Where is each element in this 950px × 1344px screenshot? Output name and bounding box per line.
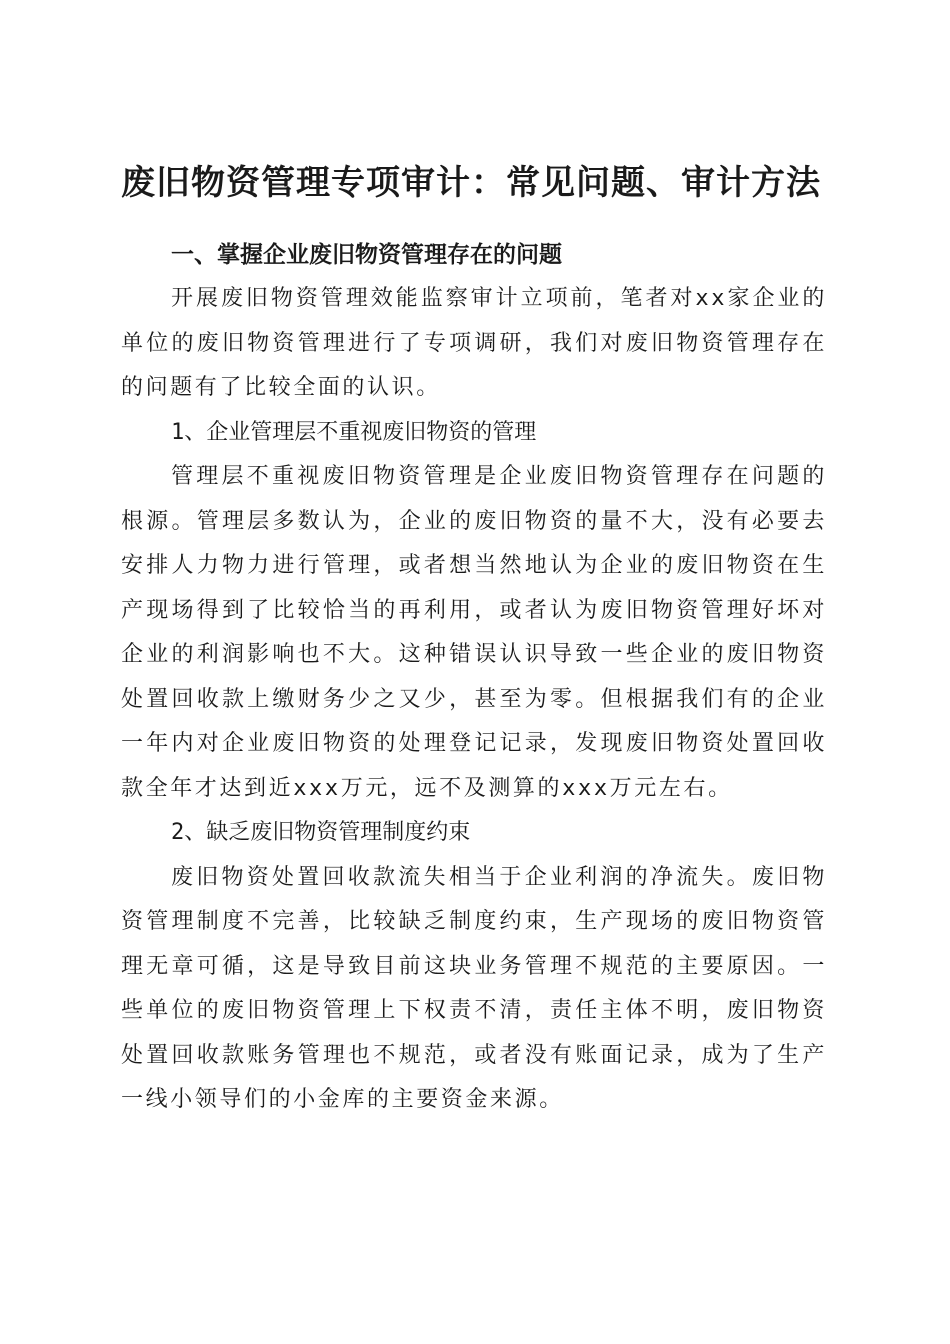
subsection-heading-2: 2、缺乏废旧物资管理制度约束: [171, 820, 471, 845]
subsection-heading-1: 1、企业管理层不重视废旧物资的管理: [171, 419, 537, 445]
section-intro-paragraph: 开展废旧物资管理效能监察审计立项前，笔者对xx家企业的单位的废旧物资管理进行了专项调研，我们对废旧物资管理存在的问题有了比较全面的认识。: [121, 286, 827, 400]
subsection-paragraph-2: 废旧物资处置回收款流失相当于企业利润的净流失。废旧物资管理制度不完善，比较缺乏制度约束，生产现场的废旧物资管理无章可循，这是导致目前这块业务管理不规范的主要原因。一些单位的废旧物资管理上下权责不清，责任主体不明，废旧物资处置回收款账务管理也不规范，或者没有账面记录，成为了生产一线小领导们的小金库的主要资金来源。: [121, 864, 827, 1112]
document-body: [121, 233, 827, 1123]
section-heading: 一、掌握企业废旧物资管理存在的问题: [171, 242, 562, 268]
page-title: 废旧物资管理专项审计：常见问题、审计方法: [121, 162, 821, 203]
subsection-paragraph-1: 管理层不重视废旧物资管理是企业废旧物资管理存在问题的根源。管理层多数认为，企业的废旧物资的量不大，没有必要去安排人力物力进行管理，或者想当然地认为企业的废旧物资在生产现场得到了比较恰当的再利用，或者认为废旧物资管理好坏对企业的利润影响也不大。这种错误认识导致一些企业的废旧物资处置回收款上缴财务少之又少，甚至为零。但根据我们有的企业一年内对企业废旧物资的处理登记记录，发现废旧物资处置回收款全年才达到近xxx万元，远不及测算的xxx万元左右。: [121, 464, 827, 801]
